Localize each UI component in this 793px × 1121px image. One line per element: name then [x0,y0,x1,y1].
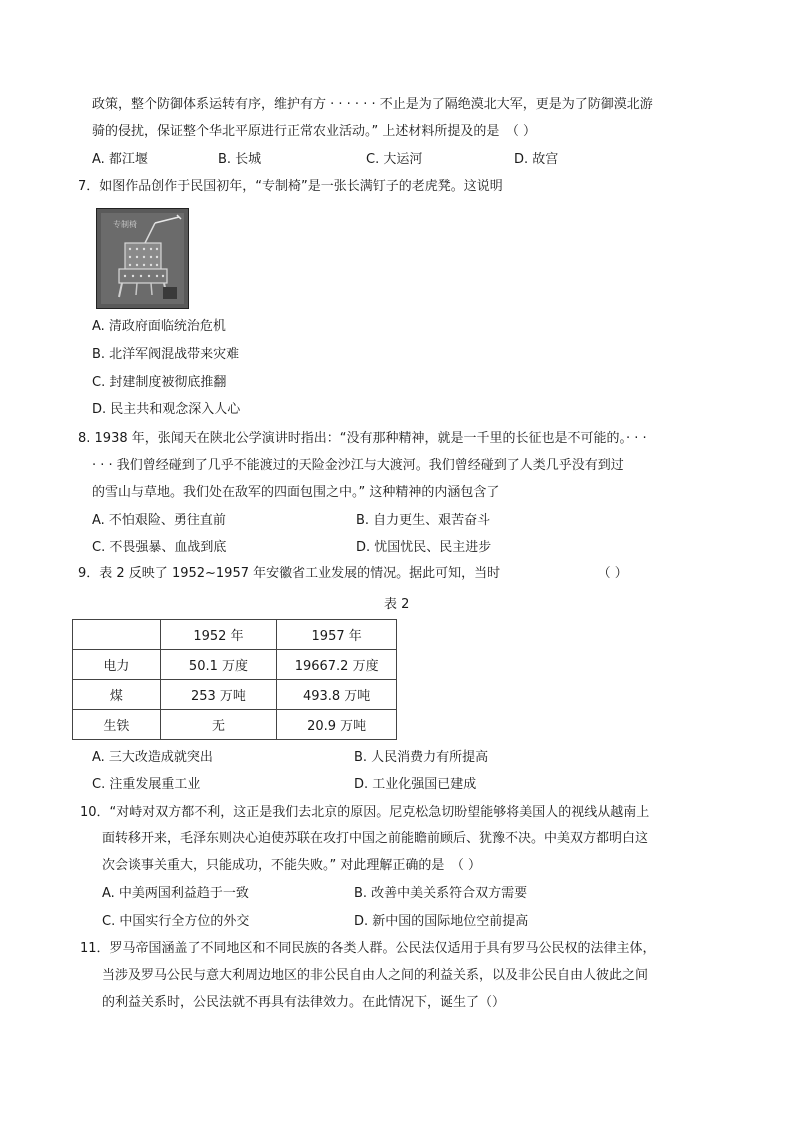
answer-option: C. 大运河 [366,152,423,167]
table-header-row [73,620,397,650]
data-table [72,619,397,740]
answer-option: C. 封建制度被彻底推翻 [92,375,227,390]
text-line: 9．表 2 反映了 1952~1957 年安徽省工业发展的情况。据此可知，当时 （ ） [78,566,628,581]
table-cell: 电力 [73,650,161,680]
answer-option: D. 工业化强国已建成 [354,777,477,792]
text-line: 面转移开来，毛泽东则决心迫使苏联在攻打中国之前能瞻前顾后、犹豫不决。中美双方都明白这 [102,831,649,846]
text-line: 政策，整个防御体系运转有序，维护有方 · · · · · · 不止是为了隔绝漠北大军，更是为了防御漠北游 [92,97,653,112]
text-line: 的利益关系时，公民法就不再具有法律效力。在此情况下，诞生了（） [102,995,506,1010]
text-line: 次会谈事关重大，只能成功，不能失败。” 对此理解正确的是 （ ） [102,858,481,873]
table-caption: 表 2 [384,597,410,612]
text-line: 8. 1938 年，张闻天在陕北公学演讲时指出：“没有那种精神，就是一千里的长征也是不可能的。· · · [78,431,647,446]
text-line: · · · 我们曾经碰到了几乎不能渡过的天险金沙江与大渡河。我们曾经碰到了人类几乎没有到过 [92,458,624,473]
table-row [73,710,397,740]
answer-option: D. 新中国的国际地位空前提高 [354,914,529,929]
answer-option: A. 清政府面临统治危机 [92,319,226,334]
table-cell: 50.1 万度 [160,650,277,680]
table-cell: 20.9 万吨 [277,710,397,740]
text-line: 骑的侵扰，保证整个华北平原进行正常农业活动。” 上述材料所提及的是 （ ） [92,124,536,139]
table-header-cell: 1952 年 [160,620,277,650]
text-line: 10．“对峙对双方都不利，这正是我们去北京的原因。尼克松急切盼望能够将美国人的视线从越南上 [80,805,650,820]
table-cell: 19667.2 万度 [277,650,397,680]
answer-option: A. 三大改造成就突出 [92,750,213,765]
text-line: 7．如图作品创作于民国初年，“专制椅”是一张长满钉子的老虎凳。这说明 [78,179,503,194]
table-cell: 253 万吨 [160,680,277,710]
answer-option: A. 不怕艰险、勇往直前 [92,513,226,528]
answer-option: C. 注重发展重工业 [92,777,201,792]
answer-option: B. 长城 [218,152,262,167]
answer-option: B. 人民消费力有所提高 [354,750,489,765]
table-cell: 493.8 万吨 [277,680,397,710]
answer-option: A. 都江堰 [92,152,148,167]
answer-option: B. 自力更生、艰苦奋斗 [356,513,491,528]
table-header-cell [73,620,161,650]
answer-option: B. 北洋军阀混战带来灾难 [92,347,240,362]
answer-option: D. 故宫 [514,152,559,167]
table-cell: 生铁 [73,710,161,740]
table-row [73,680,397,710]
answer-option: C. 中国实行全方位的外交 [102,914,250,929]
answer-option: D. 忧国忧民、民主进步 [356,540,492,555]
table-header-cell: 1957 年 [277,620,397,650]
figure-inscription: 专制椅 [113,220,137,229]
text-line: 的雪山与草地。我们处在敌军的四面包围之中。” 这种精神的内涵包含了 [92,485,500,500]
cartoon-image [96,208,189,309]
answer-option: A. 中美两国利益趋于一致 [102,886,249,901]
answer-option: C. 不畏强暴、血战到底 [92,540,227,555]
table-cell: 煤 [73,680,161,710]
table-cell: 无 [160,710,277,740]
text-line: 11．罗马帝国涵盖了不同地区和不同民族的各类人群。公民法仅适用于具有罗马公民权的法律主体， [80,941,656,956]
text-line: 当涉及罗马公民与意大利周边地区的非公民自由人之间的利益关系，以及非公民自由人彼此之间 [102,968,649,983]
answer-option: B. 改善中美关系符合双方需要 [354,886,528,901]
table-row [73,650,397,680]
cartoon-chair-icon [97,209,188,308]
answer-option: D. 民主共和观念深入人心 [92,402,241,417]
